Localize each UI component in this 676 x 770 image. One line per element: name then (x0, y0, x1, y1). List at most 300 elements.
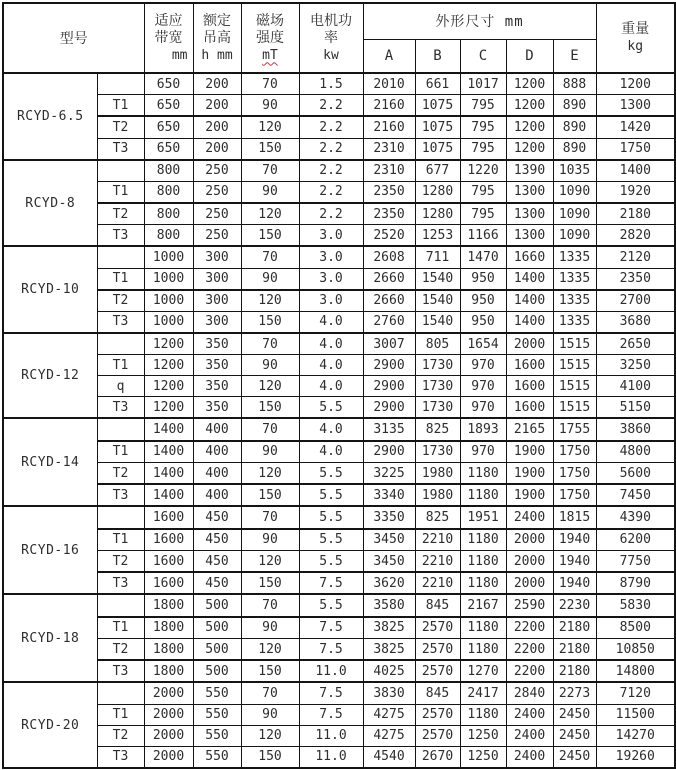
value-cell: 150 (241, 311, 299, 333)
value-cell: 2760 (363, 311, 415, 333)
value-cell: 650 (144, 116, 193, 138)
value-cell: 4025 (363, 660, 415, 682)
value-cell: 90 (241, 529, 299, 551)
value-cell: 1090 (553, 203, 596, 225)
value-cell: 2.2 (299, 95, 363, 117)
col-header-dim-a: A (363, 39, 415, 73)
value-cell: 150 (241, 660, 299, 682)
value-cell: 2000 (144, 704, 193, 725)
value-cell: 500 (193, 617, 241, 639)
value-cell: 3825 (363, 638, 415, 660)
value-cell: 845 (415, 594, 460, 616)
value-cell: 200 (193, 95, 241, 117)
spec-row (3, 441, 675, 463)
spec-row (3, 418, 675, 440)
value-cell: 1600 (506, 355, 553, 376)
value-cell: 1750 (553, 484, 596, 506)
value-cell: 2160 (363, 95, 415, 117)
value-cell: 70 (241, 506, 299, 528)
value-cell: 661 (415, 73, 460, 95)
model-name: RCYD-10 (3, 246, 97, 333)
variant-label (97, 160, 144, 182)
value-cell: 3350 (363, 506, 415, 528)
value-cell: 950 (460, 311, 506, 333)
value-cell: 2180 (553, 660, 596, 682)
value-cell: 1200 (144, 376, 193, 397)
spec-row (3, 529, 675, 551)
value-cell: 2350 (596, 268, 675, 290)
value-cell: 1600 (144, 506, 193, 528)
variant-label: T2 (97, 550, 144, 572)
variant-label: T3 (97, 138, 144, 160)
value-cell: 2660 (363, 268, 415, 290)
value-cell: 1800 (144, 617, 193, 639)
lift-height-unit: h mm (201, 47, 233, 63)
value-cell: 200 (193, 73, 241, 95)
value-cell: 1980 (415, 484, 460, 506)
value-cell: 350 (193, 397, 241, 419)
value-cell: 1200 (506, 95, 553, 117)
spec-row (3, 462, 675, 484)
spec-row (3, 181, 675, 203)
col-header-dimensions: 外形尺寸 mm (363, 3, 596, 39)
variant-label: T1 (97, 704, 144, 725)
value-cell: 450 (193, 529, 241, 551)
value-cell: 1400 (144, 441, 193, 463)
value-cell: 2167 (460, 594, 506, 616)
value-cell: 2450 (553, 704, 596, 725)
col-header-dim-c: C (460, 39, 506, 73)
value-cell: 2670 (415, 746, 460, 768)
value-cell: 2010 (363, 73, 415, 95)
value-cell: 1800 (144, 638, 193, 660)
value-cell: 3007 (363, 333, 415, 355)
value-cell: 2900 (363, 397, 415, 419)
value-cell: 19260 (596, 746, 675, 768)
value-cell: 350 (193, 333, 241, 355)
model-name: RCYD-20 (3, 682, 97, 768)
value-cell: 795 (460, 203, 506, 225)
value-cell: 7120 (596, 682, 675, 704)
spec-row (3, 203, 675, 225)
value-cell: 11.0 (299, 660, 363, 682)
value-cell: 1200 (596, 73, 675, 95)
value-cell: 450 (193, 550, 241, 572)
variant-label: T2 (97, 203, 144, 225)
spec-table (2, 2, 676, 769)
spec-row (3, 397, 675, 419)
value-cell: 1000 (144, 246, 193, 268)
value-cell: 2570 (415, 638, 460, 660)
value-cell: 1250 (460, 725, 506, 746)
value-cell: 3.0 (299, 225, 363, 247)
value-cell: 2700 (596, 290, 675, 312)
value-cell: 950 (460, 290, 506, 312)
spec-row (3, 333, 675, 355)
value-cell: 550 (193, 746, 241, 768)
value-cell: 1180 (460, 484, 506, 506)
value-cell: 1250 (460, 746, 506, 768)
value-cell: 70 (241, 73, 299, 95)
value-cell: 90 (241, 441, 299, 463)
value-cell: 7.5 (299, 617, 363, 639)
value-cell: 10850 (596, 638, 675, 660)
value-cell: 1540 (415, 311, 460, 333)
spec-row (3, 73, 675, 95)
value-cell: 795 (460, 116, 506, 138)
variant-label: T3 (97, 660, 144, 682)
value-cell: 150 (241, 225, 299, 247)
bandwidth-unit: mm (171, 47, 188, 63)
value-cell: 8500 (596, 617, 675, 639)
value-cell: 70 (241, 594, 299, 616)
value-cell: 5.5 (299, 529, 363, 551)
spec-row (3, 660, 675, 682)
value-cell: 4540 (363, 746, 415, 768)
value-cell: 300 (193, 268, 241, 290)
value-cell: 2210 (415, 550, 460, 572)
value-cell: 2230 (553, 594, 596, 616)
value-cell: 1300 (506, 203, 553, 225)
value-cell: 2608 (363, 246, 415, 268)
value-cell: 1800 (144, 594, 193, 616)
value-cell: 1951 (460, 506, 506, 528)
value-cell: 2570 (415, 660, 460, 682)
value-cell: 6200 (596, 529, 675, 551)
variant-label: T2 (97, 638, 144, 660)
value-cell: 2180 (553, 638, 596, 660)
value-cell: 1090 (553, 181, 596, 203)
value-cell: 120 (241, 116, 299, 138)
value-cell: 1280 (415, 203, 460, 225)
value-cell: 2.2 (299, 116, 363, 138)
value-cell: 1335 (553, 246, 596, 268)
variant-label: T2 (97, 290, 144, 312)
value-cell: 2.2 (299, 181, 363, 203)
variant-label: T1 (97, 617, 144, 639)
spec-row (3, 638, 675, 660)
value-cell: 3340 (363, 484, 415, 506)
variant-label (97, 682, 144, 704)
value-cell: 1200 (506, 73, 553, 95)
value-cell: 1200 (506, 116, 553, 138)
value-cell: 3250 (596, 355, 675, 376)
value-cell: 1400 (144, 418, 193, 440)
value-cell: 2450 (553, 725, 596, 746)
value-cell: 1540 (415, 268, 460, 290)
value-cell: 805 (415, 333, 460, 355)
value-cell: 970 (460, 355, 506, 376)
value-cell: 2210 (415, 572, 460, 594)
value-cell: 2900 (363, 441, 415, 463)
variant-label: T1 (97, 529, 144, 551)
spec-row (3, 116, 675, 138)
value-cell: 1980 (415, 462, 460, 484)
spec-row (3, 268, 675, 290)
spec-row (3, 506, 675, 528)
value-cell: 2400 (506, 704, 553, 725)
col-header-field-strength: 磁场 强度 mT (241, 3, 299, 73)
value-cell: 2.2 (299, 138, 363, 160)
value-cell: 2570 (415, 725, 460, 746)
value-cell: 2350 (363, 203, 415, 225)
value-cell: 1900 (506, 462, 553, 484)
model-name: RCYD-8 (3, 160, 97, 247)
value-cell: 1335 (553, 311, 596, 333)
variant-label: T3 (97, 397, 144, 419)
model-name: RCYD-16 (3, 506, 97, 594)
value-cell: 1900 (506, 484, 553, 506)
value-cell: 2180 (596, 203, 675, 225)
value-cell: 1253 (415, 225, 460, 247)
variant-label (97, 594, 144, 616)
value-cell: 1180 (460, 550, 506, 572)
variant-label: T3 (97, 311, 144, 333)
value-cell: 2400 (506, 506, 553, 528)
variant-label (97, 333, 144, 355)
spec-row (3, 246, 675, 268)
variant-label: T2 (97, 725, 144, 746)
value-cell: 1017 (460, 73, 506, 95)
value-cell: 1200 (144, 333, 193, 355)
value-cell: 7.5 (299, 704, 363, 725)
value-cell: 1515 (553, 333, 596, 355)
model-name: RCYD-12 (3, 333, 97, 418)
value-cell: 2590 (506, 594, 553, 616)
value-cell: 2450 (553, 746, 596, 768)
value-cell: 890 (553, 138, 596, 160)
value-cell: 2900 (363, 376, 415, 397)
value-cell: 890 (553, 116, 596, 138)
value-cell: 2160 (363, 116, 415, 138)
value-cell: 500 (193, 660, 241, 682)
col-header-model: 型号 (3, 3, 144, 73)
value-cell: 250 (193, 225, 241, 247)
value-cell: 1.5 (299, 73, 363, 95)
value-cell: 150 (241, 746, 299, 768)
value-cell: 2570 (415, 617, 460, 639)
value-cell: 2000 (144, 746, 193, 768)
value-cell: 90 (241, 268, 299, 290)
value-cell: 1200 (506, 138, 553, 160)
value-cell: 550 (193, 682, 241, 704)
value-cell: 120 (241, 376, 299, 397)
value-cell: 2400 (506, 746, 553, 768)
value-cell: 2350 (363, 181, 415, 203)
value-cell: 4.0 (299, 355, 363, 376)
value-cell: 14800 (596, 660, 675, 682)
value-cell: 1600 (506, 397, 553, 419)
value-cell: 90 (241, 95, 299, 117)
value-cell: 1940 (553, 572, 596, 594)
value-cell: 450 (193, 572, 241, 594)
value-cell: 2900 (363, 355, 415, 376)
value-cell: 1400 (506, 268, 553, 290)
value-cell: 1390 (506, 160, 553, 182)
model-name: RCYD-18 (3, 594, 97, 682)
value-cell: 7.5 (299, 682, 363, 704)
variant-label: T3 (97, 225, 144, 247)
value-cell: 4.0 (299, 311, 363, 333)
value-cell: 800 (144, 225, 193, 247)
value-cell: 5.5 (299, 462, 363, 484)
value-cell: 4.0 (299, 441, 363, 463)
spec-row (3, 617, 675, 639)
value-cell: 2200 (506, 638, 553, 660)
value-cell: 70 (241, 682, 299, 704)
value-cell: 1200 (144, 355, 193, 376)
value-cell: 1075 (415, 116, 460, 138)
value-cell: 120 (241, 462, 299, 484)
value-cell: 1515 (553, 376, 596, 397)
value-cell: 1940 (553, 550, 596, 572)
value-cell: 400 (193, 484, 241, 506)
value-cell: 1400 (144, 462, 193, 484)
spec-row (3, 311, 675, 333)
spec-row (3, 746, 675, 768)
value-cell: 4.0 (299, 418, 363, 440)
value-cell: 2000 (506, 550, 553, 572)
value-cell: 3135 (363, 418, 415, 440)
value-cell: 1000 (144, 268, 193, 290)
value-cell: 3860 (596, 418, 675, 440)
value-cell: 400 (193, 418, 241, 440)
value-cell: 3830 (363, 682, 415, 704)
value-cell: 1750 (553, 462, 596, 484)
col-header-dim-d: D (506, 39, 553, 73)
value-cell: 1035 (553, 160, 596, 182)
value-cell: 3825 (363, 617, 415, 639)
value-cell: 450 (193, 506, 241, 528)
value-cell: 5150 (596, 397, 675, 419)
value-cell: 800 (144, 181, 193, 203)
variant-label: T2 (97, 116, 144, 138)
value-cell: 1420 (596, 116, 675, 138)
value-cell: 2000 (506, 333, 553, 355)
variant-label: T1 (97, 268, 144, 290)
value-cell: 825 (415, 506, 460, 528)
value-cell: 2310 (363, 160, 415, 182)
value-cell: 3225 (363, 462, 415, 484)
value-cell: 3.0 (299, 290, 363, 312)
value-cell: 890 (553, 95, 596, 117)
value-cell: 4.0 (299, 333, 363, 355)
value-cell: 2310 (363, 138, 415, 160)
value-cell: 70 (241, 418, 299, 440)
value-cell: 2570 (415, 704, 460, 725)
value-cell: 200 (193, 138, 241, 160)
value-cell: 1730 (415, 441, 460, 463)
spec-row (3, 484, 675, 506)
value-cell: 5600 (596, 462, 675, 484)
value-cell: 7.5 (299, 572, 363, 594)
model-name: RCYD-6.5 (3, 73, 97, 160)
value-cell: 4800 (596, 441, 675, 463)
value-cell: 1900 (506, 441, 553, 463)
value-cell: 120 (241, 550, 299, 572)
value-cell: 1660 (506, 246, 553, 268)
model-name: RCYD-14 (3, 418, 97, 506)
value-cell: 5.5 (299, 550, 363, 572)
value-cell: 70 (241, 160, 299, 182)
value-cell: 1600 (506, 376, 553, 397)
value-cell: 400 (193, 462, 241, 484)
value-cell: 970 (460, 376, 506, 397)
value-cell: 970 (460, 441, 506, 463)
value-cell: 5.5 (299, 484, 363, 506)
value-cell: 90 (241, 355, 299, 376)
value-cell: 3620 (363, 572, 415, 594)
value-cell: 1090 (553, 225, 596, 247)
col-header-dim-b: B (415, 39, 460, 73)
value-cell: 1300 (506, 181, 553, 203)
value-cell: 795 (460, 138, 506, 160)
value-cell: 1515 (553, 397, 596, 419)
variant-label: T1 (97, 441, 144, 463)
value-cell: 90 (241, 181, 299, 203)
value-cell: 250 (193, 203, 241, 225)
value-cell: 1300 (506, 225, 553, 247)
value-cell: 1000 (144, 290, 193, 312)
value-cell: 1540 (415, 290, 460, 312)
value-cell: 650 (144, 95, 193, 117)
value-cell: 550 (193, 725, 241, 746)
value-cell: 400 (193, 441, 241, 463)
value-cell: 1075 (415, 95, 460, 117)
value-cell: 3680 (596, 311, 675, 333)
value-cell: 150 (241, 484, 299, 506)
value-cell: 2000 (506, 529, 553, 551)
spec-row (3, 550, 675, 572)
value-cell: 795 (460, 95, 506, 117)
value-cell: 120 (241, 203, 299, 225)
variant-label: q (97, 376, 144, 397)
value-cell: 11.0 (299, 725, 363, 746)
spec-row (3, 725, 675, 746)
spec-row (3, 95, 675, 117)
value-cell: 4100 (596, 376, 675, 397)
value-cell: 120 (241, 725, 299, 746)
value-cell: 350 (193, 355, 241, 376)
value-cell: 250 (193, 181, 241, 203)
value-cell: 970 (460, 397, 506, 419)
value-cell: 3450 (363, 550, 415, 572)
value-cell: 7450 (596, 484, 675, 506)
variant-label (97, 73, 144, 95)
field-strength-unit: mT (262, 47, 278, 63)
spec-row (3, 355, 675, 376)
value-cell: 120 (241, 638, 299, 660)
value-cell: 1920 (596, 181, 675, 203)
variant-label (97, 418, 144, 440)
value-cell: 2400 (506, 725, 553, 746)
variant-label: T3 (97, 746, 144, 768)
variant-label: T1 (97, 95, 144, 117)
value-cell: 1600 (144, 529, 193, 551)
value-cell: 800 (144, 203, 193, 225)
value-cell: 1075 (415, 138, 460, 160)
value-cell: 2000 (144, 682, 193, 704)
value-cell: 500 (193, 638, 241, 660)
value-cell: 800 (144, 160, 193, 182)
value-cell: 1200 (144, 397, 193, 419)
value-cell: 2.2 (299, 160, 363, 182)
spec-row (3, 160, 675, 182)
value-cell: 1335 (553, 268, 596, 290)
value-cell: 3580 (363, 594, 415, 616)
value-cell: 70 (241, 333, 299, 355)
value-cell: 1400 (506, 290, 553, 312)
